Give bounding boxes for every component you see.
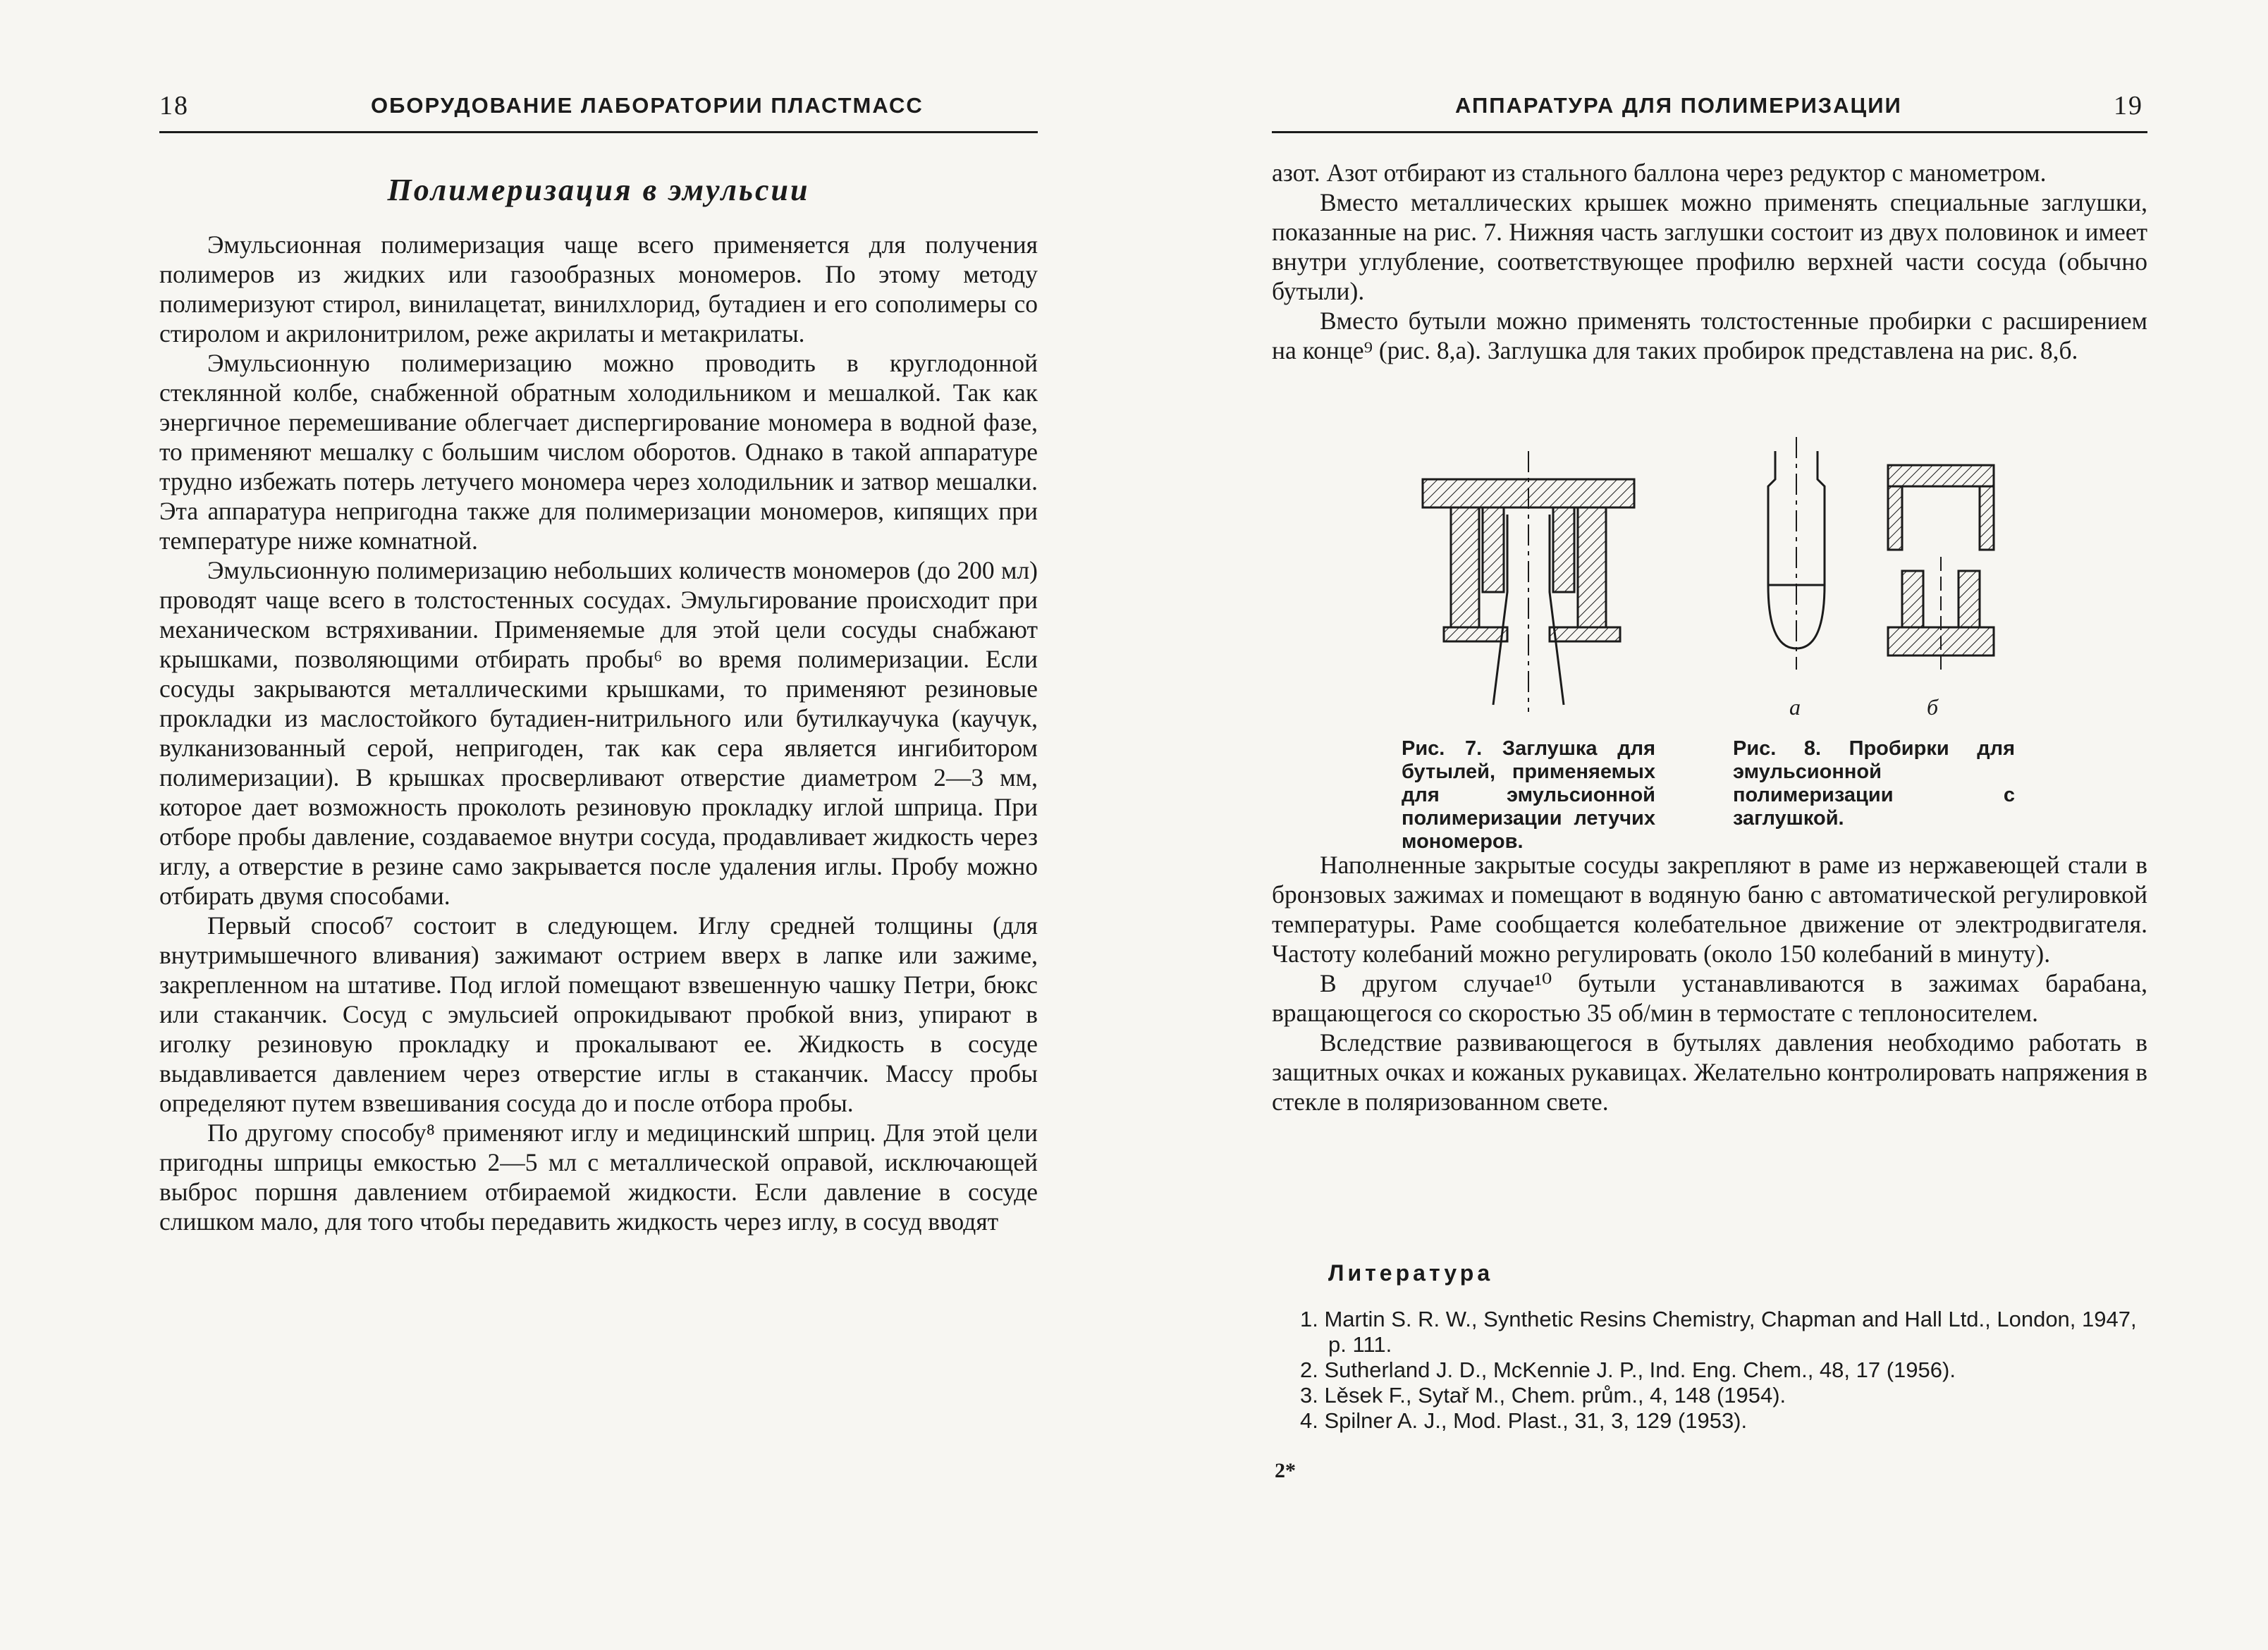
figure-8-test-tube-drawing [1761, 437, 2015, 691]
reference-list [1272, 1307, 2153, 1434]
paragraph: азот. Азот отбирают из стального баллона через редуктор с манометром. [1272, 159, 2047, 187]
right-body-text-top [1272, 158, 2147, 365]
right-running-title: АППАРАТУРА ДЛЯ ПОЛИМЕРИЗАЦИИ [1455, 93, 1902, 118]
paragraph: Эмульсионную полимеризацию можно проводить в круглодонной стеклянной колбе, снабженной обратным холодильником и мешалкой. Так как энергичное перемешивание облегчает диспергирование мономера в водной фазе, то применяют мешалку с большим числом оборотов. Однако в такой аппаратуре трудно избежать потерь летучего мономера через холодильник и затвор мешалки. Эта аппаратура непригодна также для полимеризации мономеров, кипящих при температуре ниже комнатной. [159, 349, 1038, 555]
figure-8-label-b: б [1927, 694, 1939, 720]
paragraph: Первый способ⁷ состоит в следующем. Иглу средней толщины (для внутримышечного вливания) зажимают острием вверх в лапке или зажиме, закрепленном на штативе. Под иглой помещают взвешенную чашку Петри, бюкс или стаканчик. Сосуд с эмульсией опрокидывают пробкой вниз, упирают в иголку резиновую прокладку и прокалывают ее. Жидкость в сосуде выдавливается давлением через отверстие иглы в стаканчик. Массу пробы определяют путем взвешивания сосуда до и после отбора пробы. [159, 911, 1038, 1117]
reference-item: 3. Lěsek F., Sytař M., Chem. prům., 4, 148 (1954). [1300, 1383, 1786, 1408]
reference-item: 2. Sutherland J. D., McKennie J. P., Ind. Eng. Chem., 48, 17 (1956). [1300, 1357, 1956, 1382]
right-page-number: 19 [2114, 91, 2143, 121]
figure-8-label-a: а [1789, 694, 1801, 720]
paragraph: По другому способу⁸ применяют иглу и медицинский шприц. Для этой цели пригодны шприцы емкостью 2—5 мл с металлической оправой, исключающей выброс поршня давлением отбираемой жидкости. Если давление в сосуде слишком мало, для того чтобы передавить жидкость через иглу, в сосуд вводят [159, 1119, 1038, 1236]
reference-item: 1. Martin S. R. W., Synthetic Resins Chemistry, Chapman and Hall Ltd., London, 1947, p. 111. [1300, 1307, 2137, 1357]
paragraph: В другом случае¹⁰ бутыли устанавливаются в зажимах барабана, вращающегося со скоростью 35 об/мин в термостате с теплоносителем. [1272, 969, 2147, 1027]
left-running-head [159, 86, 1038, 133]
paragraph: Вместо металлических крышек можно применять специальные заглушки, показанные на рис. 7. Нижняя часть заглушки состоит из двух половинок и имеет внутри углубление, соответствующее профилю верхней части сосуда (обычно бутыли). [1272, 188, 2147, 305]
section-title: Полимеризация в эмульсии [387, 173, 810, 207]
right-page [1134, 0, 2268, 1650]
figure-8-caption: Рис. 8. Пробирки для эмульсионной полимеризации с заглушкой. [1733, 737, 2015, 830]
reference-item: 4. Spilner A. J., Mod. Plast., 31, 3, 129 (1953). [1300, 1408, 1748, 1433]
paragraph: Эмульсионную полимеризацию небольших количеств мономеров (до 200 мл) проводят чаще всего в толстостенных сосудах. Эмульгирование происходит при механическом встряхивании. Применяемые для этой цели сосуды снабжают крышками, позволяющими отбирать пробы⁶ во время полимеризации. Если сосуды закрываются металлическими крышками, то применяют резиновые прокладки из маслостойкого бутадиен-нитрильного или бутилкаучука (каучук, вулканизованный серой, непригоден, так как сера является ингибитором полимеризации). В крышках просверливают отверстие диаметром 2—3 мм, которое дает возможность проколоть резиновую прокладку иглой шприца. При отборе пробы давление, создаваемое внутри сосуда, продавливает жидкость через иглу, а отверстие в резине само закрывается после удаления иглы. Пробу можно отбирать двумя способами. [159, 556, 1038, 910]
left-page-number: 18 [159, 91, 189, 121]
left-running-title: ОБОРУДОВАНИЕ ЛАБОРАТОРИИ ПЛАСТМАСС [371, 93, 924, 118]
literature-heading: Литература [1328, 1260, 1494, 1286]
paragraph: Эмульсионная полимеризация чаще всего применяется для получения полимеров из жидких или газообразных мономеров. По этому методу полимеризуют стирол, винилацетат, винилхлорид, бутадиен и его сополимеры со стиролом и акрилонитрилом, реже акрилаты и метакрилаты. [159, 230, 1038, 347]
right-running-head [1272, 86, 2147, 133]
figure-7-caption: Рис. 7. Заглушка для бутылей, применяемых для эмульсионной полимеризации летучих мономеров. [1402, 737, 1655, 853]
left-body-text [159, 230, 1038, 1236]
right-body-text-bottom [1272, 850, 2147, 1116]
signature-mark: 2* [1275, 1459, 1296, 1482]
paragraph: Вследствие развивающегося в бутылях давления необходимо работать в защитных очках и кожаных рукавицах. Желательно контролировать напряжения в стекле в поляризованном свете. [1272, 1028, 2147, 1116]
paragraph: Наполненные закрытые сосуды закрепляют в раме из нержавеющей стали в бронзовых зажимах и помещают в водяную баню с автоматической регулировкой температуры. Раме сообщается колебательное движение от электродвигателя. Частоту колебаний можно регулировать (около 150 колебаний в минуту). [1272, 851, 2147, 968]
figure-7-stopper-drawing [1416, 451, 1648, 712]
paragraph: Вместо бутыли можно применять толстостенные пробирки с расширением на конце⁹ (рис. 8,а). Заглушка для таких пробирок представлена на рис. 8,б. [1272, 307, 2147, 364]
